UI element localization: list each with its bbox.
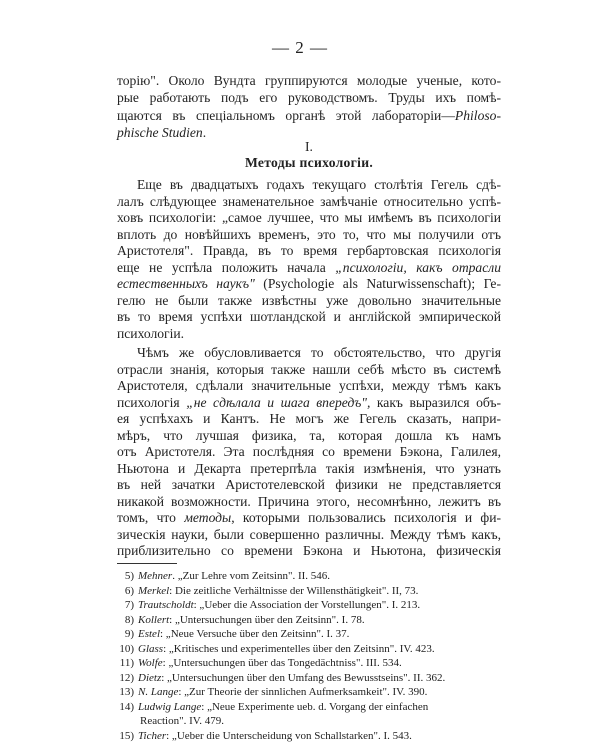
footnote-text: : „Untersuchungen über den Umfang des Bewusstseins". II. 362. <box>161 671 446 684</box>
para2-line-7: отъ Аристотеля. Эта послѣдняя со времени Бэкона, Галилея, <box>117 444 501 460</box>
para2-line-11: томъ, что методы, которыми пользовались психологія и фи- <box>117 510 501 526</box>
footnote-text: : „Ueber die Association der Vorstellungen". I. 213. <box>193 599 421 611</box>
para2-line-5: ея успѣхахъ и Кантъ. Не могъ же Гегель сказать, напри- <box>117 411 501 427</box>
footnote-author: Kollert <box>138 613 170 626</box>
section-number: I. <box>305 138 313 154</box>
para1-line-7: естественныхъ наукъ" (Psychologie als Naturwissenschaft); Ге- <box>117 276 501 292</box>
footnote-author: Estel <box>138 628 160 640</box>
footnote <box>110 598 510 613</box>
footnote <box>110 569 510 584</box>
footnote-author: Wolfe <box>138 657 163 669</box>
footnote-author: Trautscholdt <box>138 599 194 611</box>
intro-line-4: phische Studien. <box>117 125 207 141</box>
footnote-author: Dietz <box>138 671 162 684</box>
para2-line-4: психологія „не сдѣлала и шага впередъ", какъ выразился объ- <box>117 394 501 410</box>
footnote-number: 10) <box>119 642 134 655</box>
footnote-author: Ludwig Lange <box>138 700 202 713</box>
para2-line-8: Ньютона и Декарта претерпѣла такія измѣненія, что узнать <box>117 460 501 476</box>
footnote-author: Mehner <box>138 570 173 582</box>
footnote-text: : „Zur Theorie der sinnlichen Aufmerksamkeit". IV. 390. <box>178 686 428 698</box>
footnote-text: : „Neue Experimente ueb. d. Vorgang der einfachen <box>201 700 429 713</box>
intro-line-2: рые работають подъ его руководствомъ. Труды ихъ помѣ- <box>117 90 501 106</box>
para1-line-6: еще не успѣла положить начала „психологіи, какъ отрасли <box>117 259 501 275</box>
para1-line-3: ховъ психологіи: „самое лучшее, что мы имѣемъ въ психологіи <box>117 210 501 226</box>
para1-line-9: въ то время успѣхи шотландской и англійской эмпирической <box>117 309 501 325</box>
para2-line-10: никакой возможности. Причина этого, несомнѣнно, лежитъ въ <box>117 493 501 509</box>
para2-line-2: отрасли знанія, которыя также нашли себѣ мѣсто въ системѣ <box>117 361 501 377</box>
footnote-text: : „Untersuchungen über den Zeitsinn". I. 78. <box>169 613 365 626</box>
footnote-divider <box>117 563 177 564</box>
para1-line-4: вплоть до новѣйшихъ временъ, это то, что мы получили отъ <box>117 226 501 242</box>
para1-line-5: Аристотеля". Правда, въ то время гербартовская психологія <box>117 243 501 259</box>
footnote-number: 14) <box>119 700 134 713</box>
footnote-author: Glass <box>138 642 164 655</box>
para1-line-2: лалъ слѣдующее знаменательное замѣчаніе относительно успѣ- <box>117 193 501 209</box>
para2-line-1: Чѣмъ же обусловливается то обстоятельство, что другія <box>137 345 501 361</box>
footnote-text: : Die zeitliche Verhältnisse der Willensthätigkeit". II, 73. <box>169 584 419 597</box>
footnote <box>110 613 510 628</box>
footnote-text: : „Neue Versuche über den Zeitsinn". I. 37. <box>160 628 350 640</box>
para1-line-1: Еще въ двадцатыхъ годахъ текущаго столѣтія Гегель сдѣ- <box>137 177 501 193</box>
footnote-author: Merkel <box>138 584 170 597</box>
para1-line-8: гелю не были также извѣстны уже довольно значительные <box>117 292 501 308</box>
footnote-text: : „Ueber die Unterscheidung von Schallstarken". I. 543. <box>166 729 412 742</box>
footnote <box>110 700 510 715</box>
footnote-text: Reaction". IV. 479. <box>140 715 225 727</box>
footnote-number: 12) <box>119 671 134 684</box>
footnote-number: 7) <box>124 599 134 611</box>
page-number: — 2 — <box>272 38 328 57</box>
footnote <box>110 584 510 599</box>
para1-line-10: психологіи. <box>117 325 185 341</box>
intro-line-1: торію". Около Вундта группируются молодые ученые, кото- <box>117 73 501 88</box>
footnote-number: 11) <box>119 657 134 669</box>
footnote-text: : „Untersuchungen über das Tongedächtniss". III. 534. <box>162 657 402 669</box>
footnote-number: 13) <box>119 686 134 698</box>
footnote <box>110 685 510 700</box>
footnote-number: 6) <box>124 584 134 597</box>
para2-line-3: Аристотеля, сдѣлали значительные успѣхи, между тѣмъ какъ <box>117 378 501 394</box>
footnote <box>110 642 510 657</box>
para2-line-9: въ ней зачатки Аристотелевской физики не представляется <box>117 477 501 493</box>
footnote <box>110 627 510 642</box>
footnote-text: . „Zur Lehre vom Zeitsinn". II. 546. <box>172 570 331 582</box>
footnote-author: N. Lange <box>138 686 179 698</box>
footnote-text: : „Kritisches und experimentelles über den Zeitsinn". IV. 423. <box>163 642 435 655</box>
footnote-number: 15) <box>119 729 134 742</box>
footnote <box>110 656 510 671</box>
footnote-number: 9) <box>124 628 134 640</box>
footnote-number: 5) <box>124 570 134 582</box>
para2-line-6: мѣръ, что лучшая физика, та, которая дошла къ намъ <box>117 427 501 443</box>
footnote <box>110 729 510 744</box>
footnote <box>140 714 540 729</box>
footnote-number: 8) <box>124 613 134 626</box>
para2-line-13: приблизительно со времени Бэкона и Ньютона, физическія <box>117 543 501 558</box>
intro-line-3: щаются въ спеціальномъ органѣ этой лабораторіи—Philoso- <box>117 107 501 123</box>
section-title: Методы психологіи. <box>244 154 374 170</box>
footnote-author: Ticher <box>138 729 167 742</box>
footnote <box>110 671 510 686</box>
para2-line-12: зическія науки, были совершенно различны. Между тѣмъ какъ, <box>117 526 501 542</box>
